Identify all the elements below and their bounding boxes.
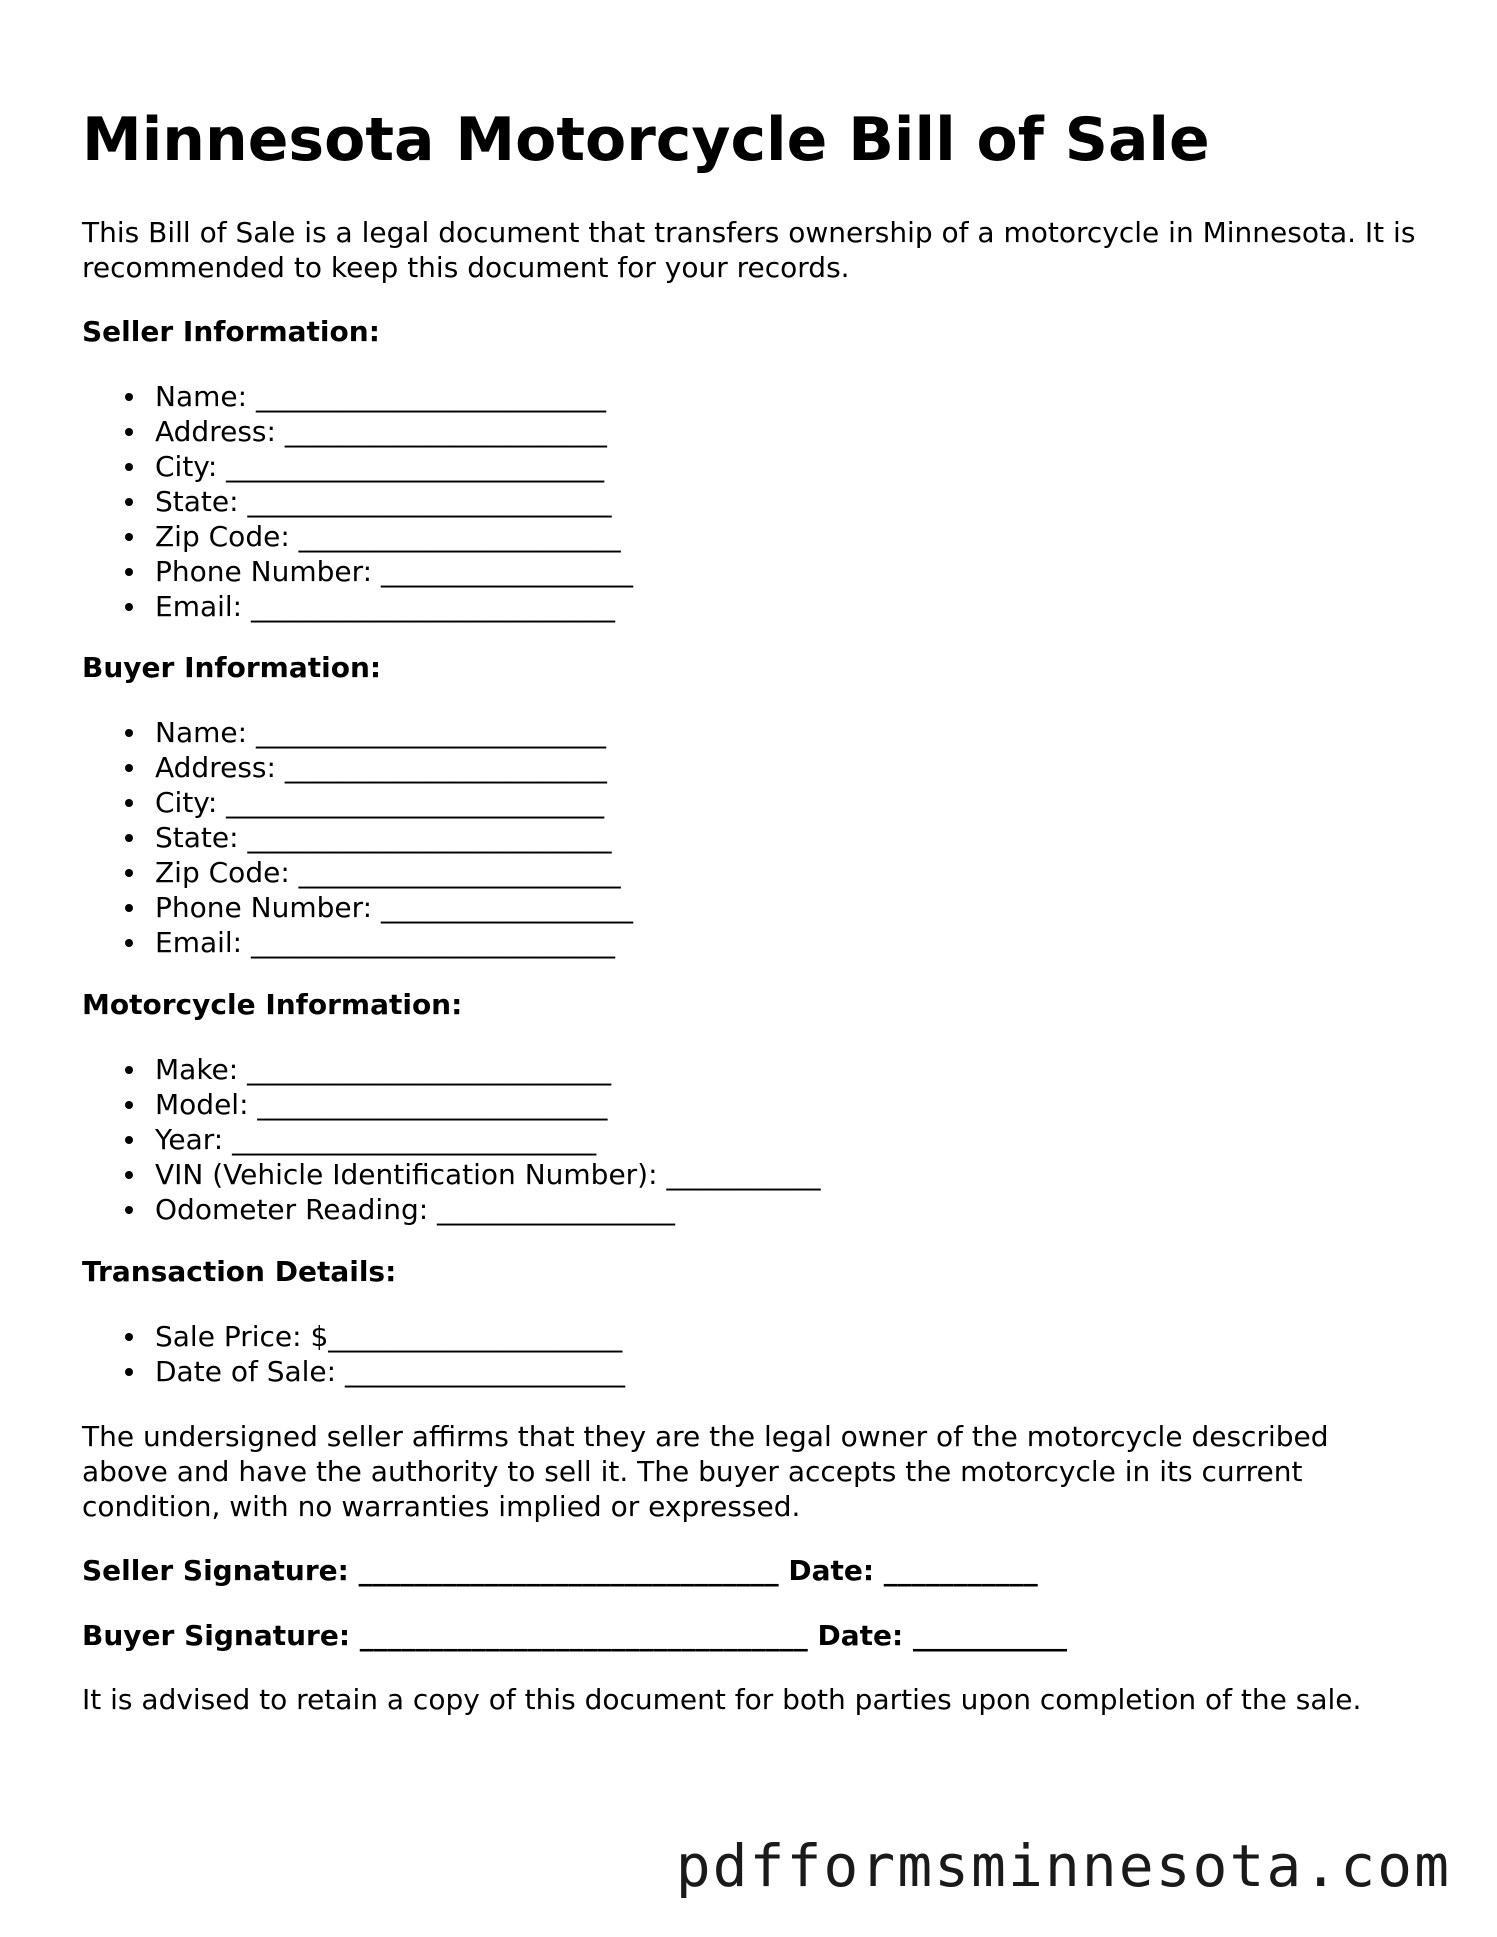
- buyer-address-field[interactable]: Address: _______________________: [82, 750, 633, 785]
- sale-price-field[interactable]: Sale Price: $_____________________: [82, 1319, 625, 1354]
- buyer-signature-line[interactable]: Buyer Signature: ________________________________ Date: ___________: [82, 1619, 1067, 1652]
- affirmation-paragraph: The undersigned seller affirms that they are the legal owner of the motorcycle described above and have the authority to sell it. The buyer accepts the motorcycle in its current condition, with no warranties implied or expressed.: [82, 1420, 1329, 1523]
- seller-fields: [82, 379, 633, 624]
- intro-paragraph: This Bill of Sale is a legal document that transfers ownership of a motorcycle in Minnesota. It is recommended to keep this document for your records.: [82, 216, 1416, 284]
- buyer-city-field[interactable]: City: ___________________________: [82, 785, 633, 820]
- buyer-email-field[interactable]: Email: __________________________: [82, 925, 633, 960]
- seller-signature-line[interactable]: Seller Signature: ______________________________ Date: ___________: [82, 1554, 1038, 1587]
- seller-city-field[interactable]: City: ___________________________: [82, 449, 633, 484]
- seller-heading: Seller Information:: [82, 315, 380, 348]
- closing-paragraph: It is advised to retain a copy of this document for both parties upon completion of the sale.: [82, 1683, 1362, 1716]
- motorcycle-fields: [82, 1052, 820, 1227]
- page-title: Minnesota Motorcycle Bill of Sale: [82, 105, 1210, 175]
- buyer-state-field[interactable]: State: __________________________: [82, 820, 633, 855]
- buyer-name-field[interactable]: Name: _________________________: [82, 715, 633, 750]
- motorcycle-year-field[interactable]: Year: __________________________: [82, 1122, 820, 1157]
- seller-address-field[interactable]: Address: _______________________: [82, 414, 633, 449]
- motorcycle-vin-field[interactable]: VIN (Vehicle Identification Number): ___________: [82, 1157, 820, 1192]
- seller-email-field[interactable]: Email: __________________________: [82, 589, 633, 624]
- buyer-heading: Buyer Information:: [82, 651, 382, 684]
- motorcycle-heading: Motorcycle Information:: [82, 988, 463, 1021]
- seller-state-field[interactable]: State: __________________________: [82, 484, 633, 519]
- transaction-heading: Transaction Details:: [82, 1255, 397, 1288]
- site-watermark: pdfformsminnesota.com: [675, 1832, 1451, 1900]
- motorcycle-model-field[interactable]: Model: _________________________: [82, 1087, 820, 1122]
- motorcycle-make-field[interactable]: Make: __________________________: [82, 1052, 820, 1087]
- date-of-sale-field[interactable]: Date of Sale: ____________________: [82, 1354, 625, 1389]
- seller-name-field[interactable]: Name: _________________________: [82, 379, 633, 414]
- buyer-phone-field[interactable]: Phone Number: __________________: [82, 890, 633, 925]
- buyer-fields: [82, 715, 633, 960]
- motorcycle-odometer-field[interactable]: Odometer Reading: _________________: [82, 1192, 820, 1227]
- transaction-fields: [82, 1319, 625, 1389]
- seller-zip-field[interactable]: Zip Code: _______________________: [82, 519, 633, 554]
- seller-phone-field[interactable]: Phone Number: __________________: [82, 554, 633, 589]
- buyer-zip-field[interactable]: Zip Code: _______________________: [82, 855, 633, 890]
